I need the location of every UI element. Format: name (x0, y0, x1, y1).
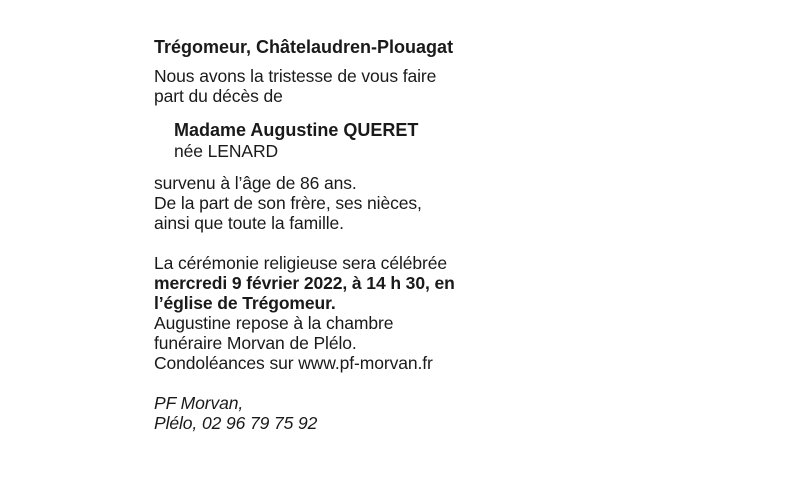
notice-intro (154, 66, 484, 106)
deceased-birth-name: née LENARD (174, 141, 279, 161)
deceased-block (154, 119, 484, 161)
funeral-home-contact: Plélo, 02 96 79 75 92 (154, 413, 318, 433)
ceremony-place: l’église de Trégomeur. (154, 293, 336, 313)
notice-info (154, 173, 484, 233)
info-line: survenu à l’âge de 86 ans. (154, 173, 357, 193)
info-line: ainsi que toute la famille. (154, 213, 344, 233)
intro-line: part du décès de (154, 86, 283, 106)
rest-line: funéraire Morvan de Plélo. (154, 333, 357, 353)
deceased-name: Madame Augustine QUERET (174, 120, 419, 140)
info-line: De la part de son frère, ses nièces, (154, 193, 422, 213)
obituary-notice (140, 22, 490, 462)
notice-heading: Trégomeur, Châtelaudren-Plouagat (154, 37, 454, 57)
rest-line: Augustine repose à la chambre (154, 313, 394, 333)
condolences-line: Condoléances sur www.pf-morvan.fr (154, 353, 433, 373)
ceremony-block (154, 253, 484, 373)
funeral-home-name: PF Morvan, (154, 393, 244, 413)
ceremony-date: mercredi 9 février 2022, à 14 h 30, en (154, 273, 455, 293)
notice-content (154, 36, 484, 433)
ceremony-intro: La cérémonie religieuse sera célébrée (154, 253, 447, 273)
funeral-home-block (154, 393, 484, 433)
intro-line: Nous avons la tristesse de vous faire (154, 66, 437, 86)
